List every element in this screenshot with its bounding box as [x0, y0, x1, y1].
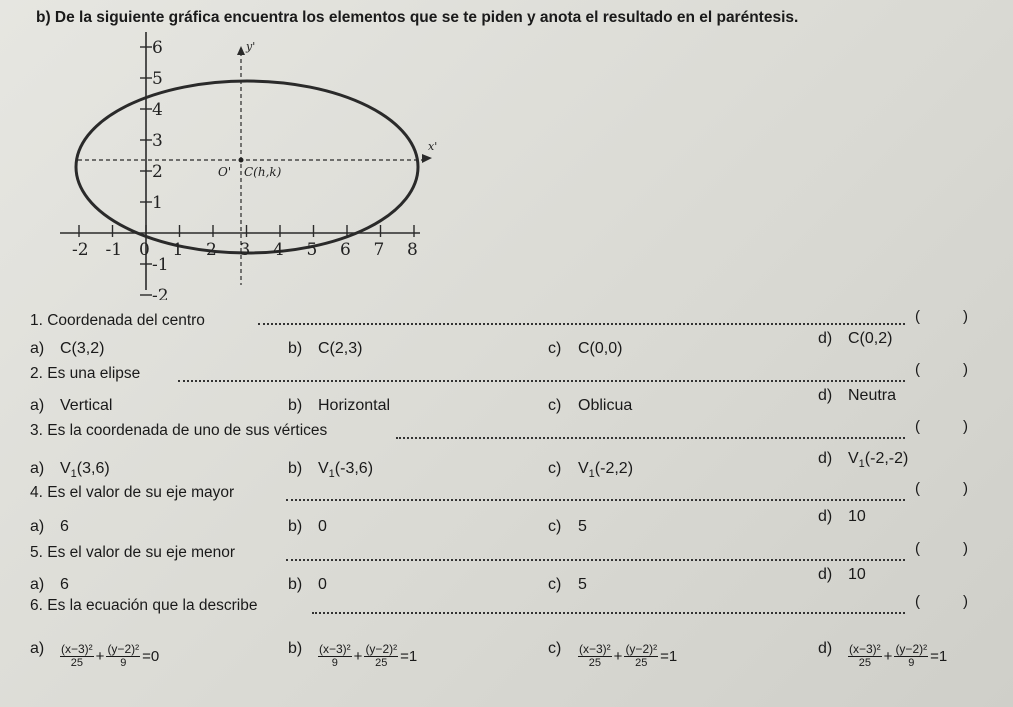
- answer-leader-line: [286, 559, 905, 561]
- option-text: V: [318, 460, 329, 477]
- question-3-text: 3. Es la coordenada de uno de sus vértices: [30, 422, 328, 439]
- x-tick-label: 6: [340, 240, 351, 260]
- question-6-option-a[interactable]: [30, 640, 159, 669]
- paren-close: ): [963, 308, 968, 325]
- answer-leader-line: [258, 323, 905, 325]
- question-4-option-a[interactable]: [30, 518, 69, 536]
- answer-leader-line: [312, 612, 905, 614]
- option-text: C(3,2): [60, 340, 105, 357]
- question-3-option-c[interactable]: [548, 460, 633, 480]
- ellipse-graph: [40, 30, 460, 300]
- question-6-option-d[interactable]: [818, 640, 947, 669]
- option-coords: (-3,6): [334, 460, 374, 477]
- answer-parentheses[interactable]: [915, 361, 968, 378]
- paren-close: ): [963, 593, 968, 610]
- option-text: C(0,2): [848, 330, 893, 347]
- question-3-option-d[interactable]: [818, 450, 908, 470]
- x-tick-label: -2: [72, 240, 89, 260]
- paren-close: ): [963, 361, 968, 378]
- option-text: Neutra: [848, 387, 897, 404]
- y-tick-label: -2: [152, 286, 169, 300]
- answer-leader-line: [396, 437, 905, 439]
- question-4-option-b[interactable]: [288, 518, 327, 536]
- equation: $\frac{\text{(x−3)²}}{25}$ + $\frac{\text{(y−2)²}}{25}$ =1: [579, 642, 678, 670]
- option-text: 5: [578, 576, 587, 593]
- option-text: 0: [318, 576, 327, 593]
- option-letter: c): [548, 460, 562, 477]
- paren-open: (: [915, 480, 920, 497]
- answer-leader-line: [178, 380, 905, 382]
- paren-close: ): [963, 418, 968, 435]
- option-letter: d): [818, 450, 833, 467]
- x-tick-label: 3: [239, 240, 251, 260]
- x-prime-label: x': [428, 140, 438, 153]
- answer-parentheses[interactable]: [915, 480, 968, 497]
- option-text: 5: [578, 518, 587, 535]
- answer-leader-line: [286, 499, 905, 501]
- center-point: [239, 158, 244, 163]
- x-tick-label: 7: [373, 240, 385, 260]
- option-letter: a): [30, 460, 45, 477]
- option-subscript: 1: [858, 458, 865, 471]
- paren-close: ): [963, 540, 968, 557]
- option-text: Vertical: [60, 397, 113, 414]
- y-tick-label: 1: [152, 193, 163, 213]
- option-text: 6: [60, 518, 69, 535]
- option-text: Oblicua: [578, 397, 633, 414]
- x-tick-label: -1: [105, 240, 123, 260]
- paren-open: (: [915, 418, 920, 435]
- option-letter: a): [30, 340, 45, 357]
- x-tick-label: 0: [139, 240, 150, 260]
- option-text: V: [60, 460, 71, 477]
- instructions-heading: b) De la siguiente gráfica encuentra los elementos que se te piden y anota el resultado en el paréntesis.: [36, 9, 799, 26]
- question-2-option-d[interactable]: [818, 387, 896, 405]
- option-letter: c): [548, 518, 562, 535]
- center-label: C(h,k): [244, 165, 282, 179]
- option-letter: c): [548, 576, 562, 593]
- equation: $\frac{\text{(x−3)²}}{9}$ + $\frac{\text{(y−2)²}}{25}$ =1: [319, 642, 418, 670]
- option-letter: b): [288, 576, 303, 593]
- option-letter: d): [818, 330, 833, 347]
- option-subscript: 1: [588, 468, 595, 481]
- question-2-option-b[interactable]: [288, 397, 390, 415]
- x-tick-label: 8: [407, 240, 418, 260]
- option-letter: c): [548, 397, 562, 414]
- option-coords: (-2,-2): [864, 450, 909, 467]
- question-4-option-c[interactable]: [548, 518, 587, 536]
- question-4-text: 4. Es el valor de su eje mayor: [30, 484, 235, 501]
- option-letter: b): [288, 518, 303, 535]
- option-letter: a): [30, 397, 45, 414]
- answer-parentheses[interactable]: [915, 308, 968, 325]
- question-1-text: 1. Coordenada del centro: [30, 312, 205, 329]
- option-letter: c): [548, 640, 562, 657]
- answer-parentheses[interactable]: [915, 593, 968, 610]
- question-6-text: 6. Es la ecuación que la describe: [30, 597, 258, 614]
- question-5-option-c[interactable]: [548, 576, 587, 594]
- option-coords: (3,6): [76, 460, 110, 477]
- option-letter: a): [30, 576, 45, 593]
- option-text: 10: [848, 566, 866, 583]
- option-letter: d): [818, 387, 833, 404]
- question-5-option-d[interactable]: [818, 566, 866, 584]
- question-2-option-c[interactable]: [548, 397, 632, 415]
- question-1-option-a[interactable]: [30, 340, 104, 358]
- answer-parentheses[interactable]: [915, 418, 968, 435]
- question-2-option-a[interactable]: [30, 397, 112, 415]
- option-text: V: [848, 450, 859, 467]
- paren-open: (: [915, 593, 920, 610]
- question-1-option-c[interactable]: [548, 340, 622, 358]
- x-tick-label: 5: [306, 240, 318, 260]
- question-5-option-b[interactable]: [288, 576, 327, 594]
- option-letter: b): [288, 640, 303, 657]
- paren-open: (: [915, 308, 920, 325]
- x-tick-label: 2: [206, 240, 217, 260]
- option-letter: b): [288, 340, 303, 357]
- question-6-option-b[interactable]: [288, 640, 417, 669]
- question-6-option-c[interactable]: [548, 640, 677, 669]
- question-3-option-b[interactable]: [288, 460, 373, 480]
- option-subscript: 1: [70, 468, 77, 481]
- x-tick-label: 1: [172, 240, 184, 260]
- paren-close: ): [963, 480, 968, 497]
- equation: $\frac{\text{(x−3)²}}{25}$ + $\frac{\text{(y−2)²}}{9}$ =0: [61, 642, 160, 670]
- x-tick-label: 4: [273, 240, 284, 260]
- option-text: C(0,0): [578, 340, 623, 357]
- y-tick-label: 5: [152, 69, 163, 89]
- option-letter: d): [818, 640, 833, 657]
- option-text: C(2,3): [318, 340, 363, 357]
- paren-open: (: [915, 361, 920, 378]
- option-subscript: 1: [328, 468, 335, 481]
- option-text: Horizontal: [318, 397, 391, 414]
- option-letter: d): [818, 508, 833, 525]
- option-text: 10: [848, 508, 866, 525]
- question-2-text: 2. Es una elipse: [30, 365, 141, 382]
- option-letter: c): [548, 340, 562, 357]
- question-4-option-d[interactable]: [818, 508, 866, 526]
- y-tick-label: -1: [152, 255, 169, 275]
- option-letter: d): [818, 566, 833, 583]
- question-5-text: 5. Es el valor de su eje menor: [30, 544, 236, 561]
- question-3-option-a[interactable]: [30, 460, 110, 480]
- equation: $\frac{\text{(x−3)²}}{25}$ + $\frac{\text{(y−2)²}}{9}$ =1: [849, 642, 948, 670]
- origin-label: O': [218, 165, 232, 179]
- y-tick-label: 2: [152, 162, 163, 182]
- question-1-option-d[interactable]: [818, 330, 892, 348]
- y-tick-label: 6: [152, 38, 163, 58]
- paren-open: (: [915, 540, 920, 557]
- option-text: 6: [60, 576, 69, 593]
- answer-parentheses[interactable]: [915, 540, 968, 557]
- question-5-option-a[interactable]: [30, 576, 69, 594]
- option-letter: a): [30, 640, 45, 657]
- option-letter: b): [288, 460, 303, 477]
- option-letter: b): [288, 397, 303, 414]
- option-coords: (-2,2): [594, 460, 634, 477]
- y-tick-label: 3: [152, 131, 163, 151]
- y-tick-label: 4: [152, 100, 163, 120]
- option-letter: a): [30, 518, 45, 535]
- option-text: V: [578, 460, 589, 477]
- option-text: 0: [318, 518, 327, 535]
- question-1-option-b[interactable]: [288, 340, 362, 358]
- y-prime-label: y': [246, 40, 256, 53]
